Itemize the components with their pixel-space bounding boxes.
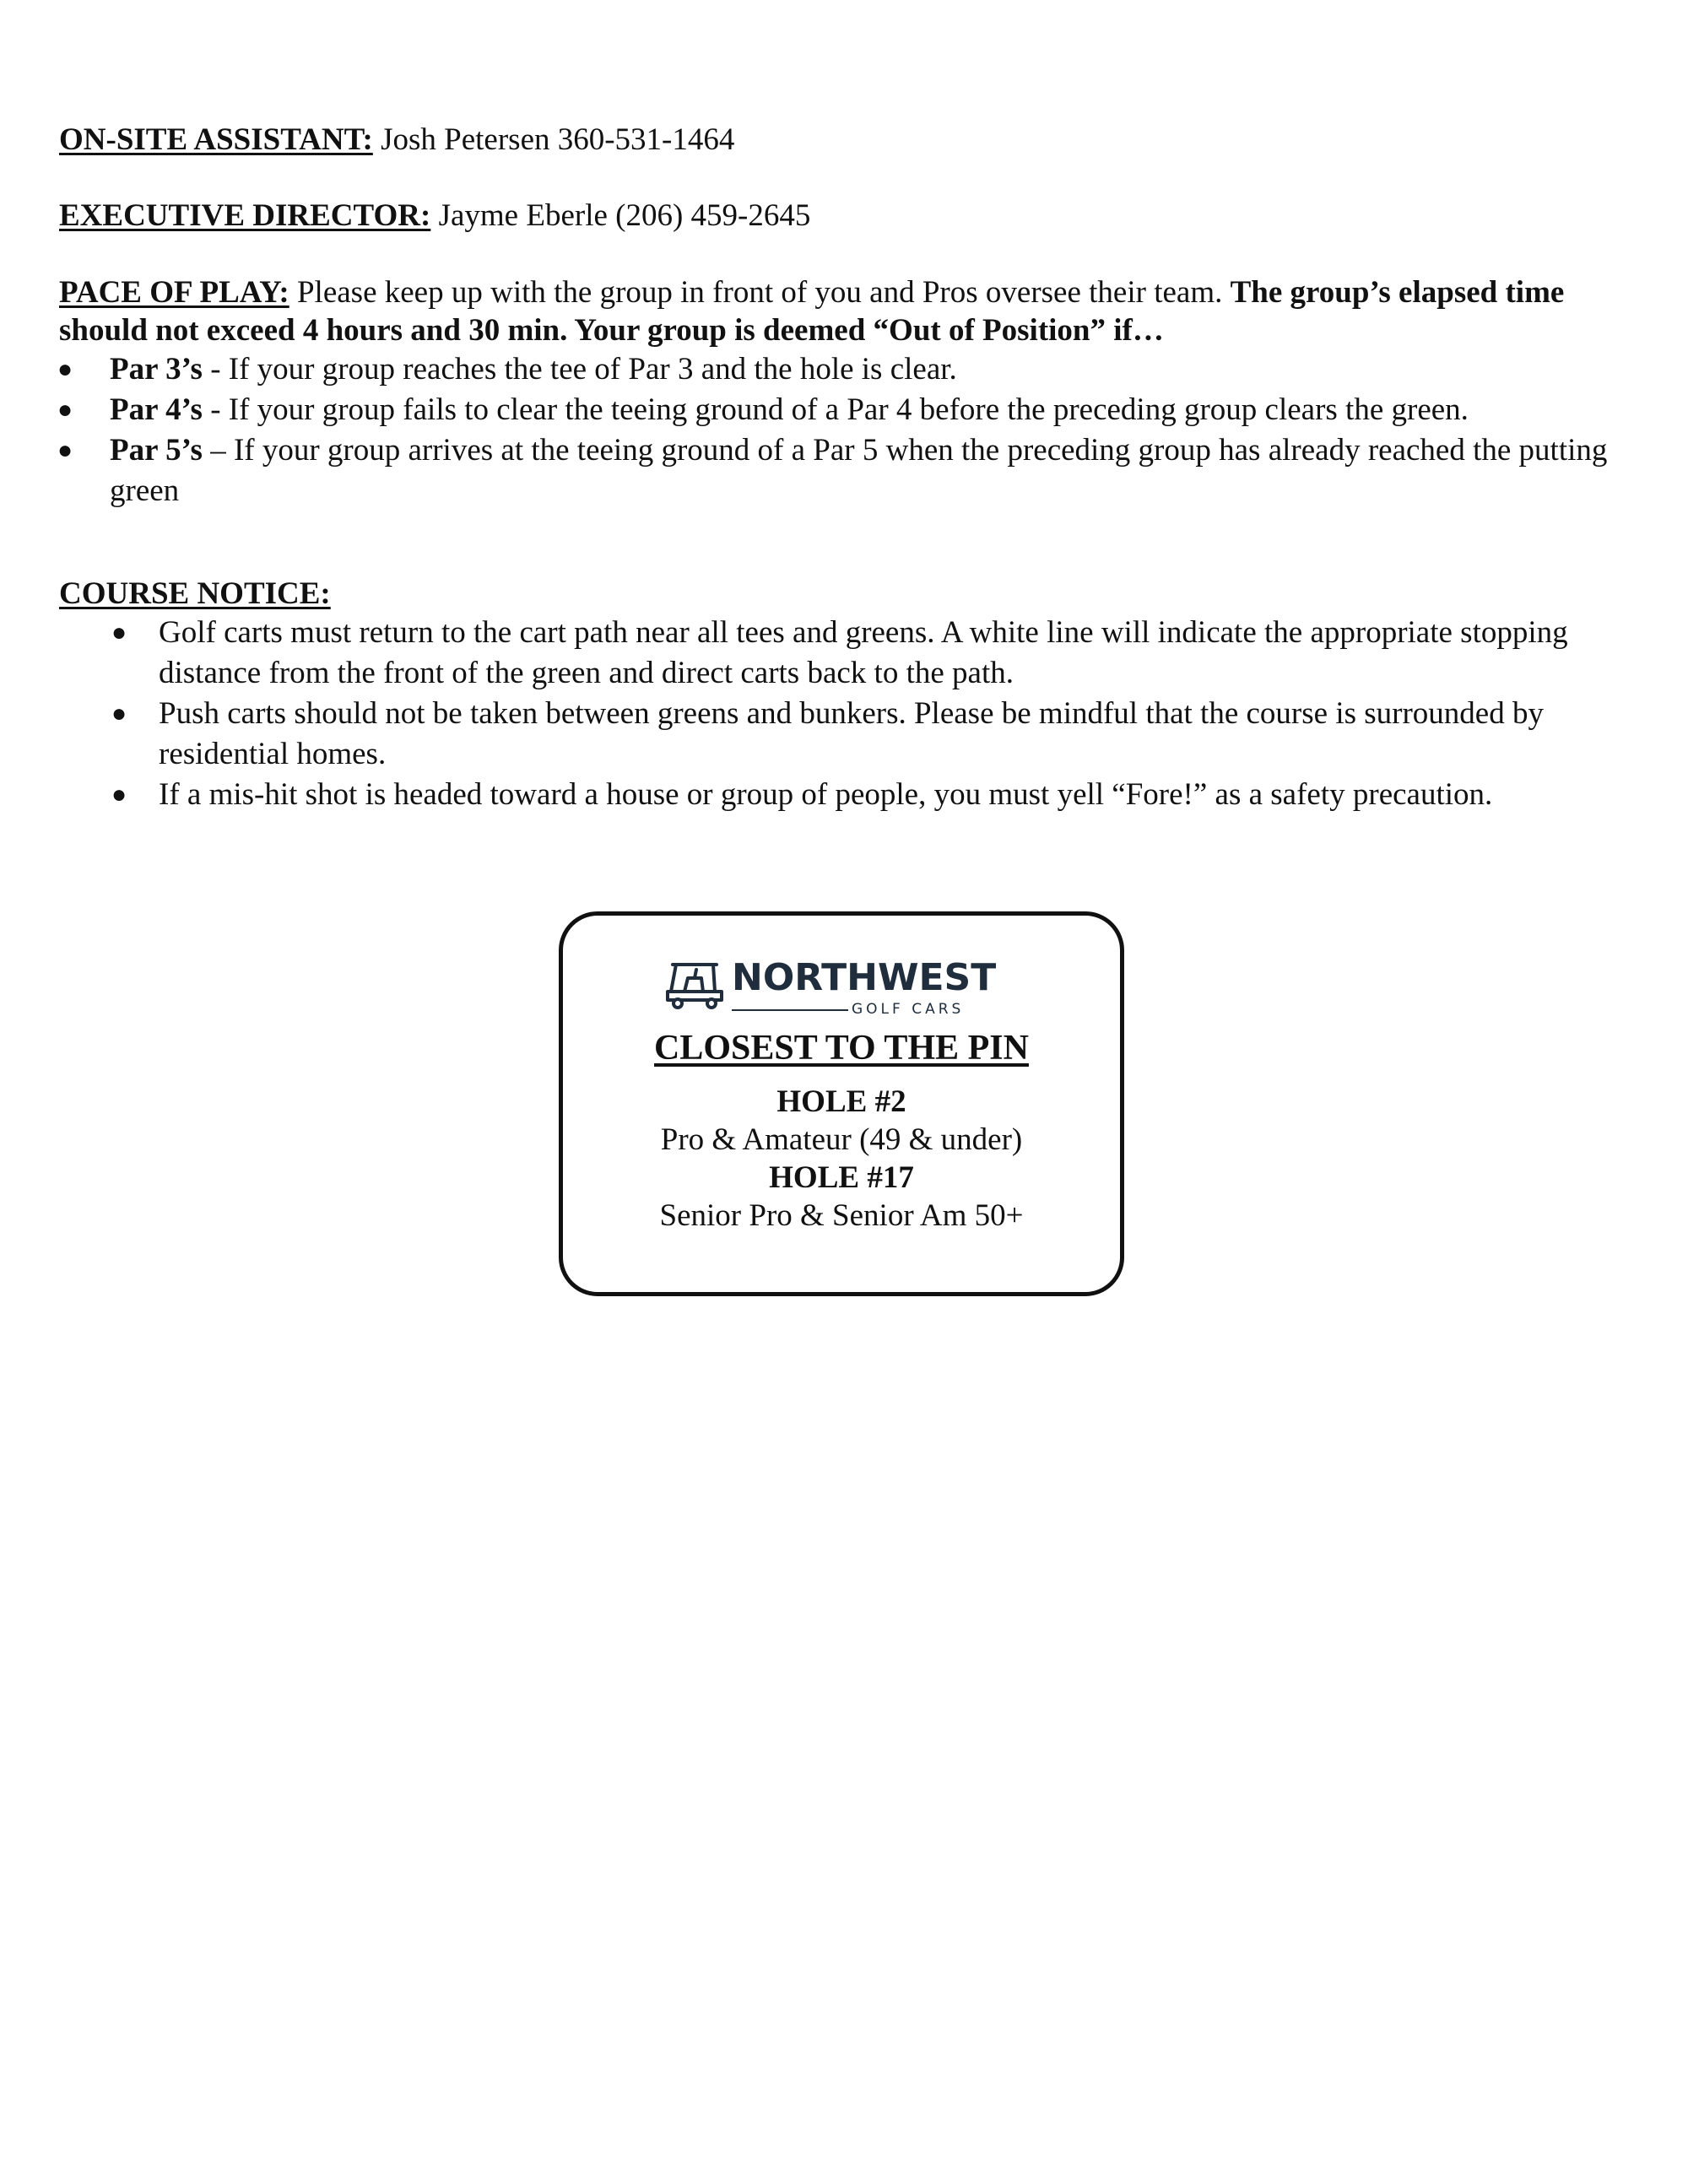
par5-term: Par 5’s bbox=[110, 433, 203, 468]
logo-rule bbox=[732, 1009, 848, 1011]
pace-list bbox=[57, 349, 1637, 511]
bullet: ● bbox=[111, 619, 127, 646]
hole-17-heading: HOLE #17 bbox=[769, 1160, 914, 1195]
list-item bbox=[111, 694, 1644, 775]
course-list bbox=[111, 613, 1644, 815]
par3-term: Par 3’s bbox=[110, 352, 203, 387]
par4-term: Par 4’s bbox=[110, 392, 203, 427]
logo-wordmark: NORTHWEST bbox=[732, 956, 997, 999]
list-item bbox=[57, 430, 1637, 511]
executive-director-label: EXECUTIVE DIRECTOR: bbox=[59, 198, 431, 233]
hole-2-description: Pro & Amateur (49 & under) bbox=[660, 1122, 1023, 1157]
course-notice-label: COURSE NOTICE: bbox=[59, 576, 331, 611]
bullet: ● bbox=[57, 355, 73, 383]
pace-of-play-label: PACE OF PLAY: bbox=[59, 275, 289, 310]
par4-text: - If your group fails to clear the teeing ground of a Par 4 before the preceding group clears the green. bbox=[202, 392, 1469, 427]
pace-of-play-bold-text: The group’s elapsed time should not exceed 4 hours and 30 min. Your group is deemed “Out of Position” if… bbox=[59, 275, 1565, 348]
pace-of-play-text: Please keep up with the group in front of you and Pros oversee their team. bbox=[289, 275, 1231, 310]
bullet: ● bbox=[111, 781, 127, 808]
course-notice-item-1: Golf carts must return to the cart path near all tees and greens. A white line will indicate the appropriate stopping distance from the front of the green and direct carts back to the path. bbox=[159, 615, 1568, 690]
executive-director-line bbox=[59, 196, 810, 236]
onsite-assistant-label: ON-SITE ASSISTANT: bbox=[59, 122, 373, 157]
pace-of-play-paragraph bbox=[59, 273, 1637, 349]
list-item bbox=[111, 775, 1644, 815]
list-item bbox=[57, 390, 1637, 430]
par5-text: – If your group arrives at the teeing ground of a Par 5 when the preceding group has already reached the putting green bbox=[110, 433, 1608, 508]
onsite-assistant-value: Josh Petersen 360-531-1464 bbox=[372, 122, 735, 157]
bullet: ● bbox=[57, 396, 73, 424]
list-item bbox=[111, 613, 1644, 694]
hole-17-description: Senior Pro & Senior Am 50+ bbox=[659, 1198, 1024, 1233]
course-notice-item-3: If a mis-hit shot is headed toward a house or group of people, you must yell “Fore!” as a safety precaution. bbox=[159, 777, 1493, 812]
closest-to-pin-box bbox=[559, 911, 1124, 1296]
onsite-assistant-line bbox=[59, 120, 734, 160]
logo-subtitle: GOLF CARS bbox=[852, 1001, 965, 1018]
course-notice-line bbox=[59, 574, 331, 614]
list-item bbox=[57, 349, 1637, 390]
bullet: ● bbox=[111, 700, 127, 727]
course-notice-item-2: Push carts should not be taken between greens and bunkers. Please be mindful that the course is surrounded by residential homes. bbox=[159, 696, 1544, 771]
par3-text: - If your group reaches the tee of Par 3 and the hole is clear. bbox=[202, 352, 957, 387]
hole-2-heading: HOLE #2 bbox=[776, 1084, 906, 1119]
golf-cart-icon bbox=[664, 958, 725, 1012]
northwest-golf-cars-logo bbox=[664, 956, 1019, 1019]
executive-director-value: Jayme Eberle (206) 459-2645 bbox=[430, 198, 811, 233]
bullet: ● bbox=[57, 436, 73, 464]
closest-to-pin-title: CLOSEST TO THE PIN bbox=[654, 1029, 1029, 1068]
